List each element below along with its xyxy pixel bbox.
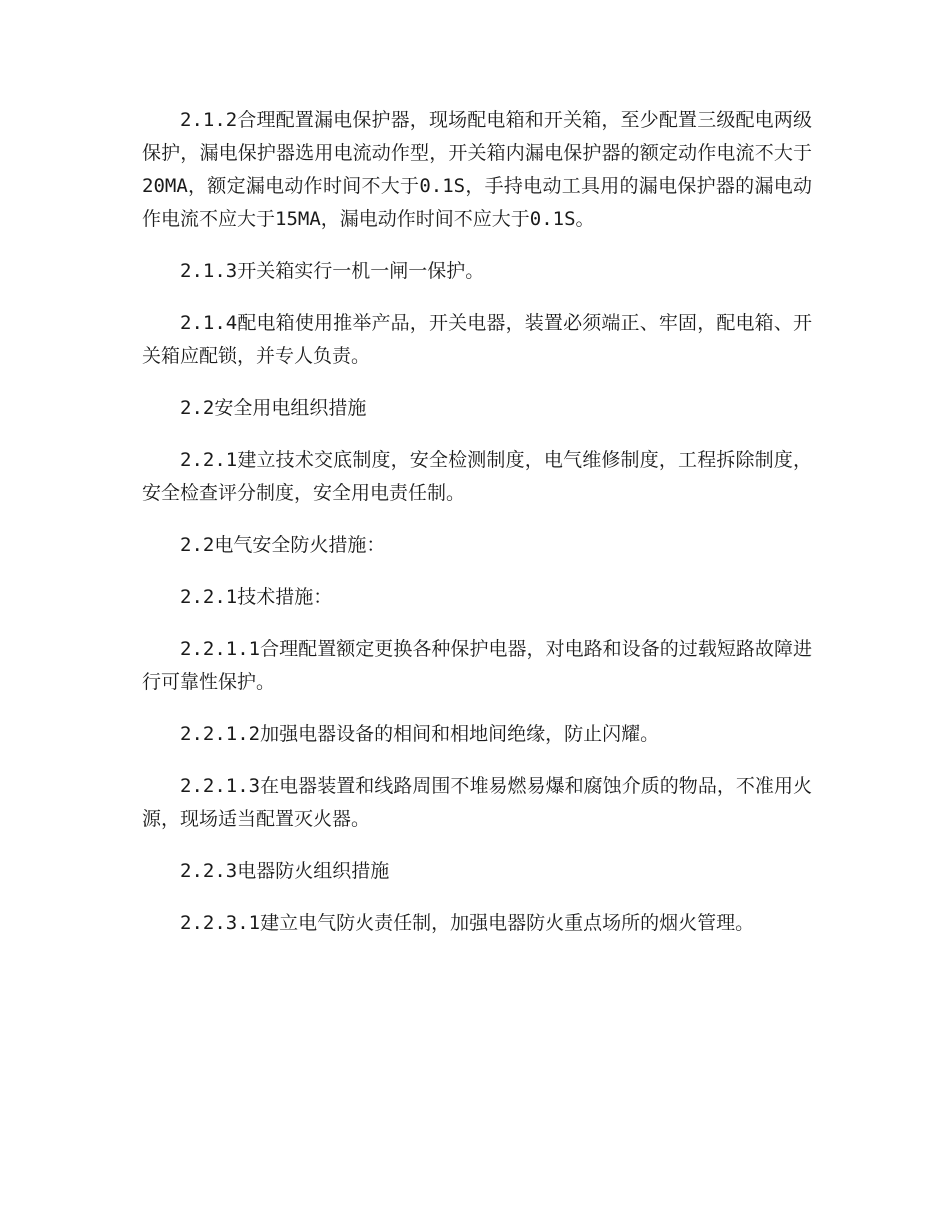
paragraph-2-2-1-3: 2.2.1.3在电器装置和线路周围不堆易燃易爆和腐蚀介质的物品，不准用火源，现场适当配置灭火器。 xyxy=(142,775,812,830)
paragraph-2-2-1-1: 2.2.1.1合理配置额定更换各种保护电器，对电路和设备的过载短路故障进行可靠性保护。 xyxy=(142,638,812,693)
heading-2-2-organization: 2.2安全用电组织措施 xyxy=(180,397,367,419)
paragraph-2-2-1-2: 2.2.1.2加强电器设备的相间和相地间绝缘，防止闪耀。 xyxy=(180,723,660,745)
paragraph-2-2-1: 2.2.1建立技术交底制度，安全检测制度，电气维修制度，工程拆除制度，安全检查评分制度，安全用电责任制。 xyxy=(142,449,812,504)
heading-2-2-fire-prevention: 2.2电气安全防火措施： xyxy=(180,534,386,556)
paragraph-2-2-3-1: 2.2.3.1建立电气防火责任制，加强电器防火重点场所的烟火管理。 xyxy=(180,912,755,934)
paragraph-2-1-3: 2.1.3开关箱实行一机一闸一保护。 xyxy=(180,260,485,282)
paragraph-2-1-2: 2.1.2合理配置漏电保护器，现场配电箱和开关箱，至少配置三级配电两级保护，漏电保护器选用电流动作型，开关箱内漏电保护器的额定动作电流不大于20MA，额定漏电动作时间不大于0.1S，手持电动工具用的漏电保护器的漏电动作电流不应大于15MA，漏电动作时间不应大于0.1S。 xyxy=(142,109,812,230)
document-page xyxy=(142,104,812,959)
paragraph-2-1-4: 2.1.4配电箱使用推举产品，开关电器，装置必须端正、牢固，配电箱、开关箱应配锁，并专人负责。 xyxy=(142,312,812,367)
heading-2-2-1-technical: 2.2.1技术措施： xyxy=(180,586,333,608)
heading-2-2-3-fire-organization: 2.2.3电器防火组织措施 xyxy=(180,860,390,882)
